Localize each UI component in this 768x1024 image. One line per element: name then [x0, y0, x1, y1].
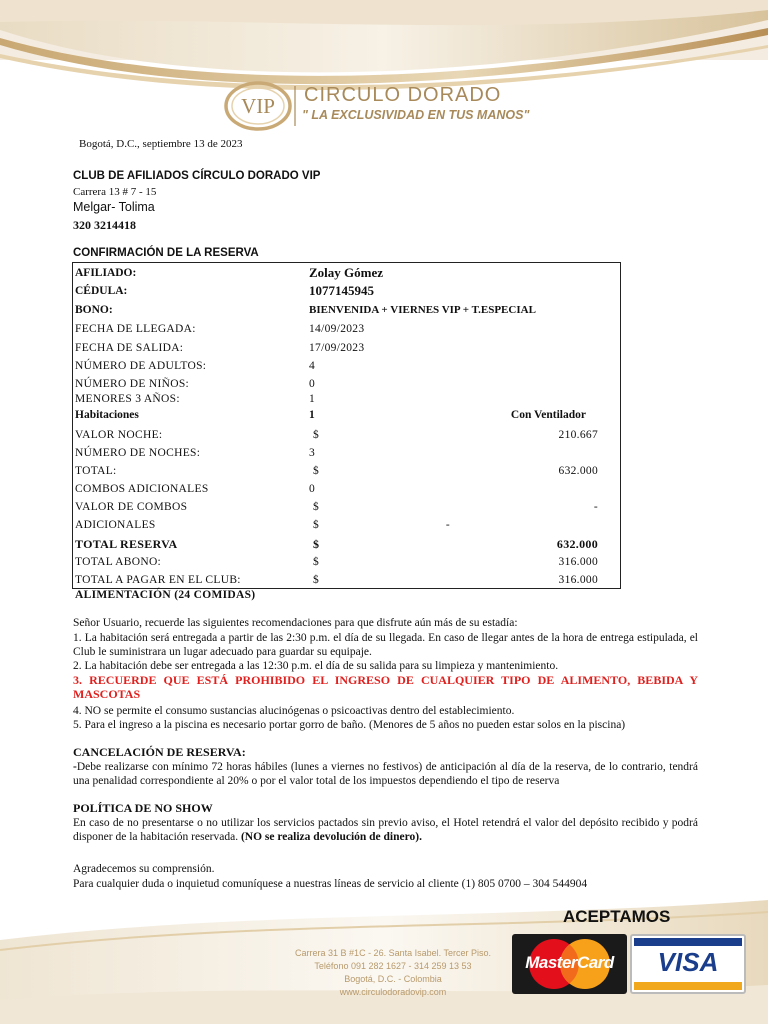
row-right: -	[593, 501, 598, 513]
row-value: $	[313, 574, 320, 586]
row-label: AFILIADO:	[75, 267, 137, 279]
visa-bottom-band	[634, 982, 742, 990]
table-row	[75, 301, 620, 319]
row-label: NÚMERO DE NOCHES:	[75, 447, 201, 459]
row-right: 632.000	[558, 465, 598, 477]
table-row	[75, 444, 620, 462]
row-label: ADICIONALES	[75, 519, 156, 531]
visa-logo	[630, 934, 746, 994]
row-label: COMBOS ADICIONALES	[75, 483, 209, 495]
row-value: $	[313, 556, 320, 568]
mastercard-label: MasterCard	[525, 953, 614, 972]
row-label: FECHA DE LLEGADA:	[75, 323, 196, 335]
brand-logo	[222, 80, 532, 132]
cancel-title: CANCELACIÓN DE RESERVA:	[73, 745, 246, 759]
recommendation-2: 2. La habitación debe ser entregada a las 12:30 p.m. el día de su salida para su limpieza y mantenimiento.	[73, 660, 559, 672]
section-title: CONFIRMACIÓN DE LA RESERVA	[73, 247, 259, 259]
reservation-table	[72, 262, 621, 589]
table-row	[75, 339, 620, 357]
club-address: Carrera 13 # 7 - 15	[73, 186, 157, 198]
row-value: 0	[309, 483, 316, 495]
recommendation-1: 1. La habitación será entregada a partir de las 2:30 p.m. el día de su llegada. En caso de llegar antes de la hora de entrega estipulada, el Club le suministrara un lugar adecuado para guardar su equipaje.	[73, 632, 698, 658]
accept-title: ACEPTAMOS	[563, 907, 671, 926]
row-value: 1077145945	[309, 283, 374, 298]
row-label: FECHA DE SALIDA:	[75, 342, 184, 354]
row-label: NÚMERO DE ADULTOS:	[75, 360, 207, 372]
row-right: 632.000	[556, 537, 598, 551]
noshow-text	[73, 816, 698, 844]
row-label: NÚMERO DE NIÑOS:	[75, 378, 190, 390]
row-value: Zolay Gómez	[309, 265, 384, 280]
city-line: Bogotá, D.C. - Colombia	[344, 974, 442, 984]
recommendations-intro: Señor Usuario, recuerde las siguientes recomendaciones para que disfrute aún más de su estadía:	[73, 617, 518, 629]
row-right: -	[445, 519, 450, 531]
row-label: CÉDULA:	[75, 285, 128, 297]
row-value: 4	[309, 360, 316, 372]
row-label: TOTAL:	[75, 465, 117, 477]
brand-name: CIRCULO DORADO	[304, 84, 502, 106]
row-label: TOTAL RESERVA	[75, 537, 178, 551]
closing-thanks: Agradecemos su comprensión.	[73, 863, 215, 875]
recommendation-4: 4. NO se permite el consumo sustancias alucinógenas o psicoactivas dentro del establecimiento.	[73, 705, 515, 717]
row-value: $	[313, 501, 320, 513]
row-value: $	[313, 465, 320, 477]
letter-date: Bogotá, D.C., septiembre 13 de 2023	[79, 138, 243, 150]
table-row	[75, 375, 620, 393]
row-right: 210.667	[558, 429, 598, 441]
table-row	[75, 498, 620, 516]
recommendation-3-warning: 3. RECUERDE QUE ESTÁ PROHIBIDO EL INGRESO DE CUALQUIER TIPO DE ALIMENTO, BEBIDA Y MASCOTAS	[73, 673, 698, 701]
table-row	[75, 264, 620, 282]
row-value: $	[313, 537, 320, 551]
row-value: BIENVENIDA + VIERNES VIP + T.ESPECIAL	[309, 304, 536, 316]
vip-logo-icon	[222, 80, 298, 132]
website-line: www.circulodoradovip.com	[339, 987, 447, 997]
table-row	[75, 553, 620, 571]
brand-tagline: " LA EXCLUSIVIDAD EN TUS MANOS"	[302, 108, 530, 122]
food-plan: ALIMENTACIÓN (24 COMIDAS)	[75, 589, 256, 601]
visa-top-band	[634, 938, 742, 946]
address-line: Carrera 31 B #1C - 26. Santa Isabel. Tercer Piso.	[295, 948, 491, 958]
row-label: Habitaciones	[75, 409, 139, 421]
noshow-body: En caso de no presentarse o no utilizar los servicios pactados sin previo aviso, el Hotel retendrá el valor del depósito recibido y podrá disponer de la habitación reservada.	[73, 817, 698, 843]
visa-label: VISA	[657, 947, 719, 977]
row-label: MENORES 3 AÑOS:	[75, 393, 180, 405]
table-row	[75, 320, 620, 338]
row-label: VALOR NOCHE:	[75, 429, 163, 441]
table-row	[75, 535, 620, 553]
club-name: CLUB DE AFILIADOS CÍRCULO DORADO VIP	[73, 170, 321, 182]
closing-contact: Para cualquier duda o inquietud comuníquese a nuestras líneas de servicio al cliente (1) 805 0700 – 304 544904	[73, 878, 588, 890]
footer-address	[258, 947, 528, 999]
row-value: $	[313, 519, 320, 531]
cancel-text	[73, 760, 698, 788]
row-value: $	[313, 429, 320, 441]
table-row	[75, 480, 620, 498]
row-right: Con Ventilador	[510, 409, 586, 421]
cancel-body: Debe realizarse con mínimo 72 horas hábiles (lunes a viernes no festivos) de anticipación al día de la reserva, de lo contrario, tendrá una penalidad correspondiente al 20% o por el valor total de los impuestos dependiendo el tipo de reserva	[73, 761, 698, 787]
table-row	[75, 392, 620, 406]
row-value: 0	[309, 378, 316, 390]
phone-line: Teléfono 091 282 1627 - 314 259 13 53	[314, 961, 472, 971]
row-value: 1	[309, 409, 315, 421]
club-city: Melgar- Tolima	[73, 200, 155, 214]
club-phone: 320 3214418	[73, 218, 136, 232]
cancel-dash: -	[73, 761, 77, 773]
row-value: 14/09/2023	[309, 323, 365, 335]
row-label: TOTAL ABONO:	[75, 556, 162, 568]
table-row	[75, 571, 620, 589]
recommendation-5: 5. Para el ingreso a la piscina es necesario portar gorro de baño. (Menores de 5 años no pueden estar solos en la piscina)	[73, 719, 626, 731]
row-label: BONO:	[75, 304, 113, 316]
noshow-title: POLÍTICA DE NO SHOW	[73, 801, 213, 815]
row-right: 316.000	[558, 574, 598, 586]
table-row	[75, 282, 620, 300]
row-value: 3	[309, 447, 316, 459]
row-value: 1	[309, 393, 316, 405]
noshow-emphasis: (NO se realiza devolución de dinero).	[240, 831, 422, 843]
row-value: 17/09/2023	[309, 342, 365, 354]
table-row	[75, 462, 620, 480]
mastercard-logo	[512, 934, 627, 994]
table-row	[75, 426, 620, 444]
row-label: TOTAL A PAGAR EN EL CLUB:	[75, 574, 241, 586]
table-row	[75, 516, 620, 534]
svg-text:VIP: VIP	[241, 94, 275, 118]
table-row	[75, 406, 620, 424]
row-label: VALOR DE COMBOS	[75, 501, 188, 513]
row-right: 316.000	[558, 556, 598, 568]
table-row	[75, 357, 620, 375]
